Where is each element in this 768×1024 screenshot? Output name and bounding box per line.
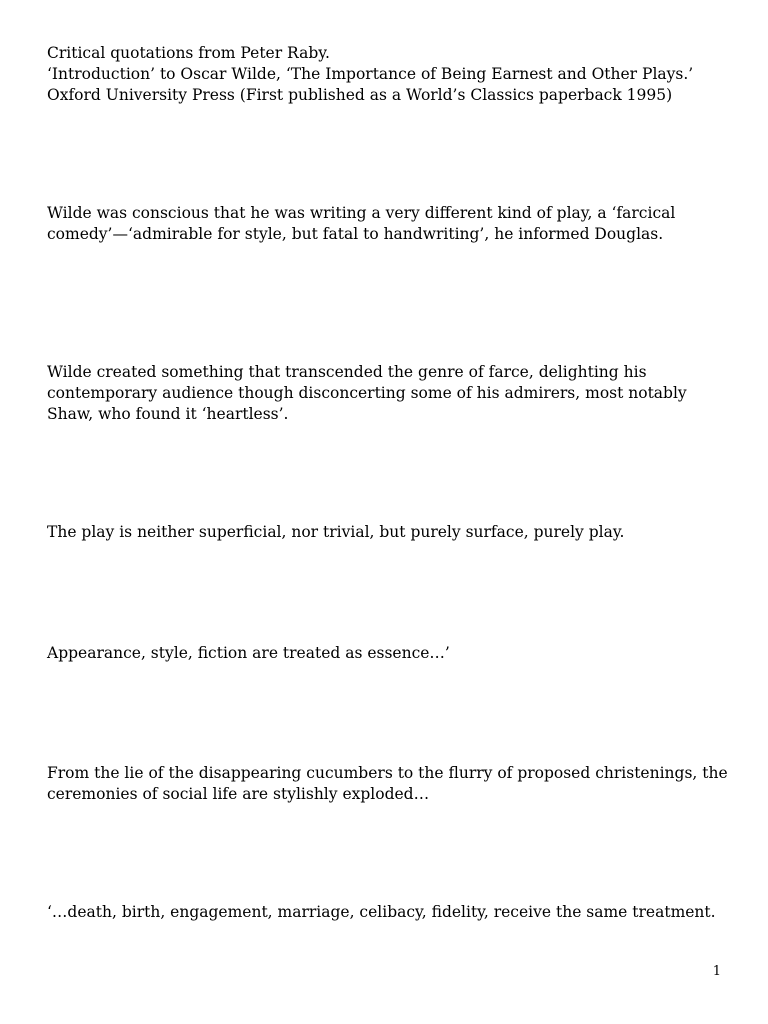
quotation-paragraph: Appearance, style, fiction are treated as essence…’ [47, 644, 450, 662]
quotation-paragraph: ‘…death, birth, engagement, marriage, celibacy, fidelity, receive the same treatment. [47, 903, 716, 921]
header-title: Critical quotations from Peter Raby. [47, 44, 330, 62]
header-citation: ‘Introduction’ to Oscar Wilde, ‘The Importance of Being Earnest and Other Plays.’ [47, 65, 694, 83]
quotation-paragraph: The play is neither superficial, nor trivial, but purely surface, purely play. [47, 523, 625, 541]
quotation-paragraph: Wilde was conscious that he was writing a very different kind of play, a ‘farcical comedy’—‘admirable for style, but fatal to handwriting’, he informed Douglas. [47, 204, 676, 243]
page-number: 1 [712, 964, 721, 979]
header-publisher: Oxford University Press (First published as a World’s Classics paperback 1995) [47, 86, 673, 104]
document-header [47, 43, 737, 106]
quotation-paragraph: Wilde created something that transcended the genre of farce, delighting his contemporary audience though disconcerting some of his admirers, most notably Shaw, who found it ‘heartless’. [47, 363, 687, 423]
quotation-paragraph: From the lie of the disappearing cucumbers to the flurry of proposed christenings, the ceremonies of social life are stylishly exploded… [47, 764, 728, 803]
